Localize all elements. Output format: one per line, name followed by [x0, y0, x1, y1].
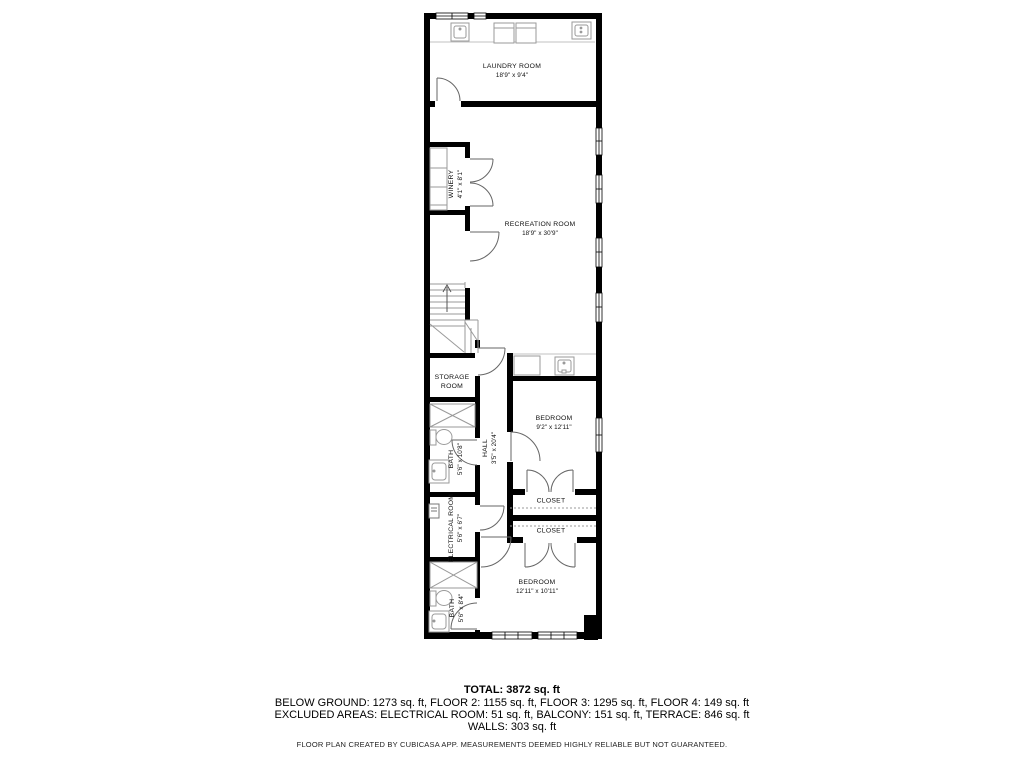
- room-name: ELECTRICAL ROOM: [448, 493, 455, 563]
- room-name: CLOSET: [536, 497, 566, 505]
- closet-doors-bedroom2: [525, 543, 575, 567]
- window-icon: [596, 418, 602, 452]
- window-icon: [596, 238, 602, 267]
- door-storage-hall: [478, 348, 505, 375]
- door-winery-double: [470, 159, 493, 206]
- cabinet: [514, 356, 540, 375]
- room-name: RECREATION ROOM: [504, 221, 576, 228]
- room-dims: 18'9" x 9'4": [495, 72, 529, 79]
- room-name: CLOSET: [536, 527, 566, 535]
- room-name: BEDROOM: [518, 579, 556, 586]
- door-laundry: [437, 78, 460, 101]
- disclaimer-text: FLOOR PLAN CREATED BY CUBICASA APP. MEASUREMENTS DEEMED HIGHLY RELIABLE BUT NOT GUARANTEED.: [296, 740, 728, 749]
- room-label-bedroom2: [516, 578, 558, 596]
- room-dims: 4'1" x 8'1": [457, 169, 464, 199]
- sink-icon: [429, 460, 449, 483]
- room-dims: 9'2" x 12'11": [536, 424, 572, 431]
- room-dims: 5'6" x 10'8": [457, 442, 464, 476]
- room-label-electrical: [447, 494, 465, 562]
- window-icon: [436, 13, 468, 19]
- room-label-closet1: [537, 497, 566, 506]
- sink-icon: [572, 22, 591, 39]
- room-label-laundry: [483, 62, 541, 80]
- room-label-bath2: [448, 594, 466, 623]
- walls-area-text: WALLS: 303 sq. ft: [467, 721, 557, 733]
- corner-post: [584, 615, 598, 640]
- room-dims: 18'9" x 30'9": [522, 230, 558, 237]
- window-icon: [596, 175, 602, 203]
- window-icon: [538, 632, 577, 639]
- room-label-hall: [481, 432, 499, 464]
- room-dims: 5'6" x 6'7": [457, 513, 464, 543]
- door-recreation: [470, 232, 499, 261]
- door-hall-bedroom2: [481, 537, 511, 567]
- electrical-panel-icon: [429, 504, 439, 518]
- window-icon: [474, 13, 486, 19]
- room-name: WINERY: [448, 169, 455, 199]
- shower-icon: [430, 562, 477, 588]
- room-label-bath1: [447, 443, 465, 475]
- winery-shelves: [430, 148, 447, 210]
- room-name: BATH: [449, 598, 456, 618]
- window-icon: [596, 293, 602, 322]
- room-dims: 5'6" x 8'4": [458, 593, 465, 623]
- sink-icon: [555, 357, 574, 375]
- door-bedroom1: [511, 432, 540, 461]
- floor-areas-text: BELOW GROUND: 1273 sq. ft, FLOOR 2: 1155 sq. ft, FLOOR 3: 1295 sq. ft, FLOOR 4: 149 sq. ft: [274, 697, 750, 709]
- sink-icon: [429, 611, 449, 632]
- total-area-text: TOTAL: 3872 sq. ft: [463, 684, 561, 696]
- room-name: BEDROOM: [535, 415, 573, 422]
- room-name: LAUNDRY ROOM: [482, 63, 542, 70]
- room-name: HALL: [482, 438, 489, 458]
- washer-icon: [494, 23, 514, 43]
- excluded-areas-text: EXCLUDED AREAS: ELECTRICAL ROOM: 51 sq. ft, BALCONY: 151 sq. ft, TERRACE: 846 sq. ft: [274, 709, 750, 721]
- room-label-winery: [447, 170, 465, 199]
- door-electrical: [480, 506, 504, 530]
- dryer-icon: [516, 23, 536, 43]
- window-icon: [596, 128, 602, 155]
- shower-icon: [430, 404, 475, 427]
- room-label-storage: [435, 373, 470, 391]
- room-name: STORAGE: [434, 374, 470, 381]
- stairs-icon: [430, 282, 478, 353]
- room-name: BATH: [448, 449, 455, 469]
- closet-doors-bedroom1: [527, 470, 573, 492]
- room-name: ROOM: [440, 383, 464, 390]
- room-label-closet2: [537, 527, 566, 536]
- room-dims: 12'11" x 10'11": [515, 588, 559, 595]
- room-dims: 3'5" x 20'4": [491, 431, 498, 465]
- room-label-bedroom1: [536, 414, 573, 432]
- window-icon: [492, 632, 532, 639]
- sink-icon: [451, 23, 469, 41]
- room-label-recreation: [505, 220, 576, 238]
